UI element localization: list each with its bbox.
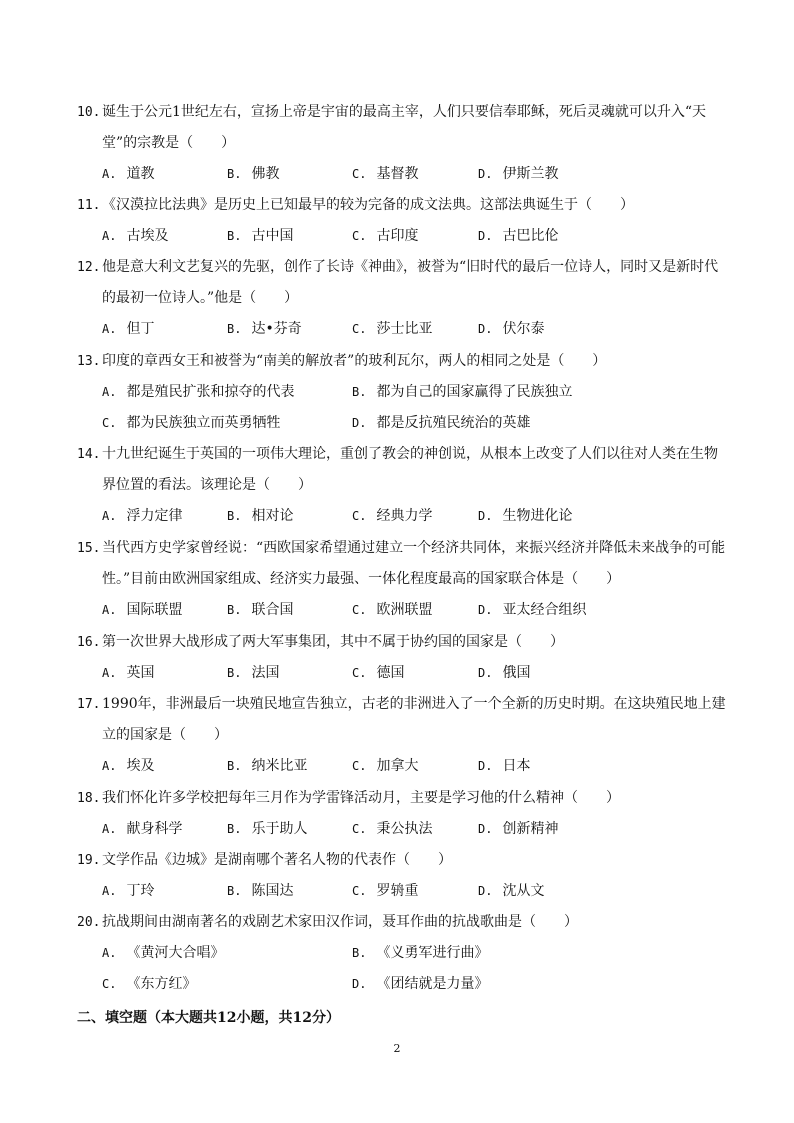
- option-b: B. 达•芬奇: [227, 321, 302, 337]
- option-c: C. 秉公执法: [352, 821, 433, 837]
- option-d: D. 伏尔泰: [478, 321, 545, 337]
- question-stem: 1990年，非洲最后一块殖民地宣告独立，古老的非洲进入了一个全新的历史时期。在这块殖民地上建立的国家是（ ）: [102, 696, 726, 743]
- question-stem: 印度的章西女王和被誉为“南美的解放者”的玻利瓦尔，两人的相同之处是（ ）: [102, 353, 607, 369]
- question-16: [77, 627, 727, 689]
- option-b: B. 相对论: [227, 508, 294, 524]
- options-row: [102, 159, 727, 190]
- options-row: [102, 876, 727, 907]
- question-stem: 文学作品《边城》是湖南哪个著名人物的代表作（ ）: [102, 852, 452, 868]
- option-c: C. 古印度: [352, 228, 419, 244]
- question-10: [77, 97, 727, 190]
- option-b: B. 古中国: [227, 228, 294, 244]
- option-c: C. 都为民族独立而英勇牺牲: [102, 415, 281, 431]
- option-c: C. 加拿大: [352, 758, 419, 774]
- option-a: A. 献身科学: [102, 821, 183, 837]
- options-row: [102, 221, 727, 252]
- option-c: C. 基督教: [352, 166, 419, 182]
- option-a: A. 道教: [102, 166, 155, 182]
- option-b: B. 陈国达: [227, 883, 294, 899]
- options-row: [102, 658, 727, 689]
- options-row: [102, 814, 727, 845]
- question-18: [77, 783, 727, 845]
- options-row: [102, 595, 727, 626]
- question-stem: 我们怀化许多学校把每年三月作为学雷锋活动月，主要是学习他的什么精神（ ）: [102, 790, 620, 806]
- question-stem: 诞生于公元1世纪左右，宣扬上帝是宇宙的最高主宰，人们只要信奉耶稣，死后灵魂就可以升入“天堂”的宗教是（ ）: [102, 104, 707, 151]
- question-20: [77, 907, 727, 1000]
- question-stem: 《汉漠拉比法典》是历史上已知最早的较为完备的成文法典。这部法典诞生于（ ）: [102, 197, 634, 213]
- question-number: 19.: [77, 853, 101, 868]
- question-15: [77, 533, 727, 626]
- question-number: 18.: [77, 791, 101, 806]
- option-a: A. 古埃及: [102, 228, 169, 244]
- option-a: A. 《黄河大合唱》: [102, 945, 225, 961]
- options-row: [102, 751, 727, 782]
- option-d: D. 都是反抗殖民统治的英雄: [352, 415, 531, 431]
- question-stem: 当代西方史学家曾经说：“西欧国家希望通过建立一个经济共同体，来振兴经济并降低未来战争的可能性。”目前由欧洲国家组成、经济实力最强、一体化程度最高的国家联合体是（ ）: [102, 540, 726, 587]
- option-b: B. 纳米比亚: [227, 758, 308, 774]
- question-13: [77, 346, 727, 439]
- option-d: D. 《团结就是力量》: [352, 976, 489, 992]
- option-c: C. 莎士比亚: [352, 321, 433, 337]
- question-14: [77, 439, 727, 532]
- option-c: C. 经典力学: [352, 508, 433, 524]
- options-row: [102, 501, 727, 532]
- question-stem: 他是意大利文艺复兴的先驱，创作了长诗《神曲》，被誉为“旧时代的最后一位诗人，同时又是新时代的最初一位诗人。”他是（ ）: [102, 259, 719, 306]
- option-c: C. 《东方红》: [102, 976, 197, 992]
- question-number: 12.: [77, 260, 101, 275]
- question-number: 10.: [77, 105, 101, 120]
- option-b: B. 联合国: [227, 602, 294, 618]
- page-number: 2: [393, 1042, 401, 1055]
- section-heading: 二、填空题（本大题共12小题，共12分）: [77, 1010, 340, 1026]
- options-row: [102, 938, 727, 969]
- options-row: [102, 969, 727, 1000]
- question-number: 17.: [77, 697, 101, 712]
- options-row: [102, 408, 727, 439]
- option-a: A. 都是殖民扩张和掠夺的代表: [102, 384, 295, 400]
- question-stem: 抗战期间由湖南著名的戏剧艺术家田汉作词，聂耳作曲的抗战歌曲是（ ）: [102, 914, 578, 930]
- option-c: C. 罗辀重: [352, 883, 419, 899]
- question-number: 20.: [77, 915, 101, 930]
- question-number: 16.: [77, 635, 101, 650]
- option-a: A. 埃及: [102, 758, 155, 774]
- option-d: D. 创新精神: [478, 821, 559, 837]
- question-number: 14.: [77, 447, 101, 462]
- option-d: D. 日本: [478, 758, 531, 774]
- options-row: [102, 377, 727, 408]
- option-a: A. 但丁: [102, 321, 155, 337]
- option-d: D. 古巴比伦: [478, 228, 559, 244]
- option-a: A. 国际联盟: [102, 602, 183, 618]
- question-number: 11.: [77, 198, 101, 213]
- option-d: D. 伊斯兰教: [478, 166, 559, 182]
- question-11: [77, 190, 727, 252]
- question-17: [77, 689, 727, 782]
- option-d: D. 生物进化论: [478, 508, 573, 524]
- option-b: B. 《义勇军进行曲》: [352, 945, 489, 961]
- option-d: D. 俄国: [478, 665, 531, 681]
- option-b: B. 都为自己的国家赢得了民族独立: [352, 384, 573, 400]
- option-a: A. 丁玲: [102, 883, 155, 899]
- question-number: 13.: [77, 354, 101, 369]
- option-a: A. 浮力定律: [102, 508, 183, 524]
- options-row: [102, 314, 727, 345]
- question-12: [77, 252, 727, 345]
- option-c: C. 欧洲联盟: [352, 602, 433, 618]
- question-number: 15.: [77, 541, 101, 556]
- question-stem: 十九世纪诞生于英国的一项伟大理论，重创了教会的神创说，从根本上改变了人们以往对人类在生物界位置的看法。该理论是（ ）: [102, 446, 718, 493]
- option-b: B. 法国: [227, 665, 280, 681]
- option-a: A. 英国: [102, 665, 155, 681]
- question-stem: 第一次世界大战形成了两大军事集团，其中不属于协约国的国家是（ ）: [102, 634, 564, 650]
- option-b: B. 佛教: [227, 166, 280, 182]
- option-d: D. 沈从文: [478, 883, 545, 899]
- option-c: C. 德国: [352, 665, 405, 681]
- option-d: D. 亚太经合组织: [478, 602, 587, 618]
- question-19: [77, 845, 727, 907]
- option-b: B. 乐于助人: [227, 821, 308, 837]
